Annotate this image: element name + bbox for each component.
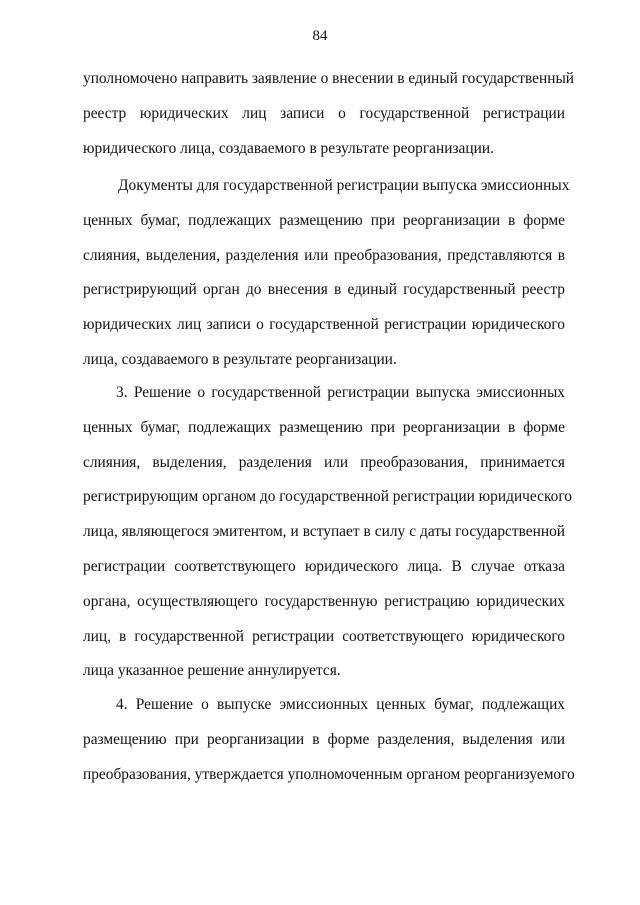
text-line: лица, являющегося эмитентом, и вступает в силу с даты государственной [83,523,565,541]
paragraph-continuation [83,62,575,166]
text-line: лиц, в государственной регистрации соответствующего юридического [83,627,565,645]
text-line: слияния, выделения, разделения или преобразования, представляются в [83,246,565,264]
text-line: размещению при реорганизации в форме разделения, выделения или [83,730,565,748]
paragraph-item-4 [83,688,575,792]
text-line: 3. Решение о государственной регистрации выпуска эмиссионных [116,384,565,401]
text-line: юридического лица, создаваемого в результате реорганизации. [83,139,494,157]
text-line: регистрирующий орган до внесения в единый государственный реестр [83,281,565,299]
paragraph-documents [83,169,570,378]
text-line: юридических лиц записи о государственной регистрации юридического [83,316,565,334]
text-line: Документы для государственной регистрации выпуска эмиссионных [118,177,570,194]
page-number: 84 [312,28,328,44]
text-line: уполномочено направить заявление о внесении в единый государственный [83,70,575,87]
text-line: регистрации соответствующего юридического лица. В случае отказа [83,557,565,575]
text-line: лица указанное решение аннулируется. [83,662,341,680]
text-line: лица, создаваемого в результате реорганизации. [83,350,397,368]
text-line: слияния, выделения, разделения или преобразования, принимается [83,453,565,471]
text-line: ценных бумаг, подлежащих размещению при реорганизации в форме [83,418,565,436]
text-line: реестр юридических лиц записи о государственной регистрации [83,104,565,122]
text-line: органа, осуществляющего государственную регистрацию юридических [83,592,565,610]
text-line: регистрирующим органом до государственной регистрации юридического [83,488,572,506]
text-line: 4. Решение о выпуске эмиссионных ценных бумаг, подлежащих [116,696,565,713]
paragraph-item-3 [83,376,572,689]
text-line: преобразования, утверждается уполномоченным органом реорганизуемого [83,765,575,783]
text-line: ценных бумаг, подлежащих размещению при реорганизации в форме [83,211,565,229]
